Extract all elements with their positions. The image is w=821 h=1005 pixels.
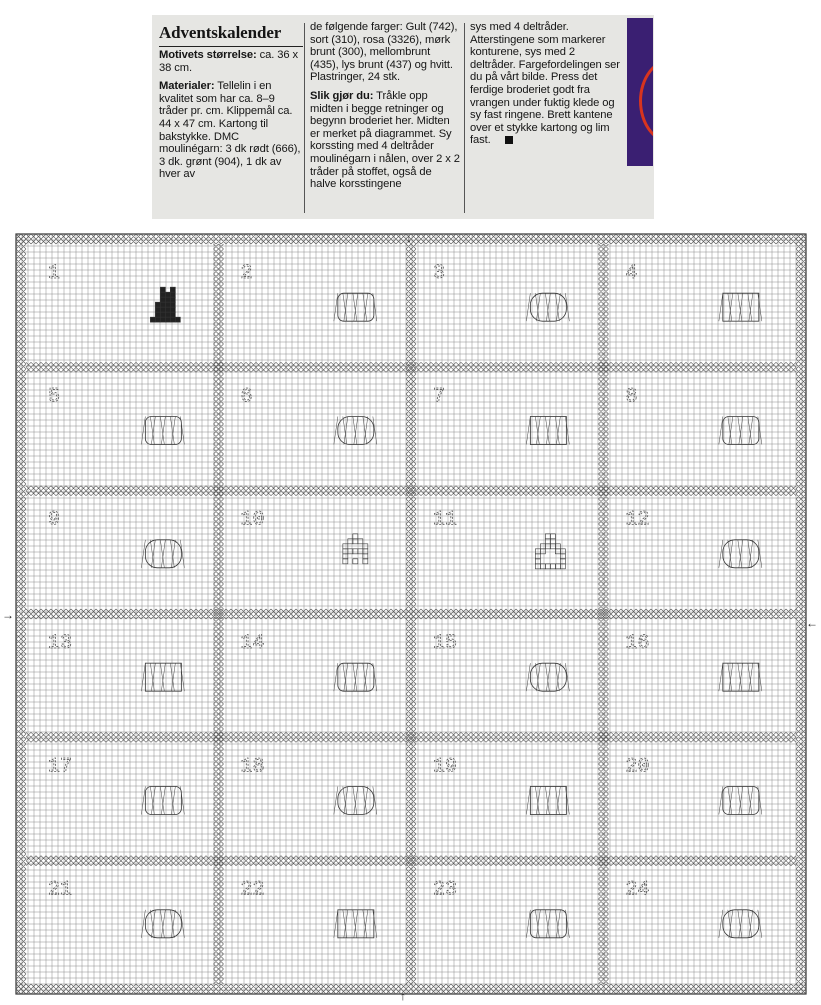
motif-cake-icon <box>526 787 569 815</box>
motif-goat-icon <box>719 787 762 815</box>
day-number-1: 1 <box>48 262 61 285</box>
day-number-9: 9 <box>48 508 61 532</box>
motif-bird-icon <box>334 787 377 815</box>
howto-continued <box>470 21 623 147</box>
materials-paragraph <box>159 80 303 181</box>
materials-text-a: Tellelin i en kvalitet som har ca. 8–9 tråder pr. cm. Klippemål ca. 44 x 47 cm. Kartong til bakstykke. DMC moulinégarn: 3 dk rødt (666), 3 dk. grønt (904), 1 dk av hver av <box>159 80 301 181</box>
day-number-18: 18 <box>240 755 265 779</box>
column-divider <box>464 23 465 213</box>
howto-text-b: sys med 4 deltråder. Atterstingene som markerer konturene, sys med 2 deltråder. Fargefordelingen ser du på vårt bilde. Press det ferdige broderiet godt fra vrangen under fuktig klede og sy fast ringene. Brett kantene over et stykke kartong og lim fast. <box>470 21 620 147</box>
day-number-15: 15 <box>433 632 458 655</box>
motif-plant-icon <box>719 293 762 321</box>
pattern-instructions <box>152 15 654 219</box>
day-number-3: 3 <box>433 262 446 285</box>
column-divider-band <box>599 244 609 984</box>
motif-pretzel-icon <box>719 540 762 568</box>
column-3 <box>470 21 623 153</box>
day-number-16: 16 <box>625 632 650 655</box>
motif-heart-icon <box>526 417 569 445</box>
size-paragraph <box>159 49 303 74</box>
border-band-bottom <box>16 984 806 994</box>
howto-label: Slik gjør du: <box>310 89 374 102</box>
center-arrow-left-icon: → <box>2 608 14 622</box>
motif-cat-icon <box>150 287 180 322</box>
size-text: ca. 36 x 38 cm. <box>159 49 298 74</box>
materials-label: Materialer: <box>159 80 215 93</box>
motif-fence-icon <box>334 293 377 321</box>
column-divider <box>304 23 305 213</box>
motif-tree-scene-icon <box>719 663 762 691</box>
day-number-19: 19 <box>433 755 458 779</box>
day-number-17: 17 <box>48 755 73 779</box>
center-arrow-bottom-icon: ↑ <box>400 989 406 1003</box>
motif-snowman-icon <box>535 534 565 569</box>
motif-tree-icon <box>526 663 569 691</box>
motif-ribbon-icon <box>334 663 377 691</box>
day-number-4: 4 <box>625 262 638 285</box>
materials-continued <box>310 21 460 84</box>
day-number-21: 21 <box>48 878 73 902</box>
magazine-photo-edge <box>627 18 653 166</box>
motif-leaf-icon <box>334 417 377 445</box>
day-number-23: 23 <box>433 878 458 902</box>
day-number-11: 11 <box>433 508 458 532</box>
column-2 <box>310 21 460 197</box>
column-divider-band <box>214 244 224 984</box>
day-number-2: 2 <box>240 262 253 285</box>
day-number-22: 22 <box>240 878 265 902</box>
day-number-14: 14 <box>240 632 265 655</box>
row-divider-band <box>26 609 796 619</box>
day-number-8: 8 <box>625 385 638 409</box>
day-number-13: 13 <box>48 632 73 655</box>
end-mark-icon <box>505 136 513 144</box>
day-number-7: 7 <box>433 385 446 409</box>
howto-paragraph <box>310 90 460 191</box>
article-title: Adventskalender <box>159 23 303 47</box>
ring-icon <box>639 58 653 144</box>
day-number-24: 24 <box>625 878 650 902</box>
howto-text-a: Tråkle opp midten i begge retninger og begynn broderiet her. Midten er merket på diagrammet. Sy korssting med 4 deltråder moulinégarn i nålen, over 2 x 2 tråder på stoffet, også de halve korsstingene <box>310 89 460 191</box>
day-number-12: 12 <box>625 508 650 532</box>
day-number-20: 20 <box>625 755 650 779</box>
motif-candy-icon <box>526 293 569 321</box>
column-1 <box>159 21 303 187</box>
materials-text-b: de følgende farger: Gult (742), sort (310), rosa (3326), mørk brunt (300), mellombrunt (435), lys brunt (437) og hvitt. Plastringer, 24 stk. <box>310 21 458 84</box>
day-number-5: 5 <box>48 385 61 409</box>
motif-bear-icon <box>719 417 762 445</box>
size-label: Motivets størrelse: <box>159 49 257 61</box>
day-number-6: 6 <box>240 385 253 409</box>
center-arrow-right-icon: ← <box>806 616 818 630</box>
center-arrow-top-icon: ↓ <box>406 231 412 245</box>
cross-stitch-chart <box>0 228 821 1005</box>
day-number-10: 10 <box>240 508 265 532</box>
